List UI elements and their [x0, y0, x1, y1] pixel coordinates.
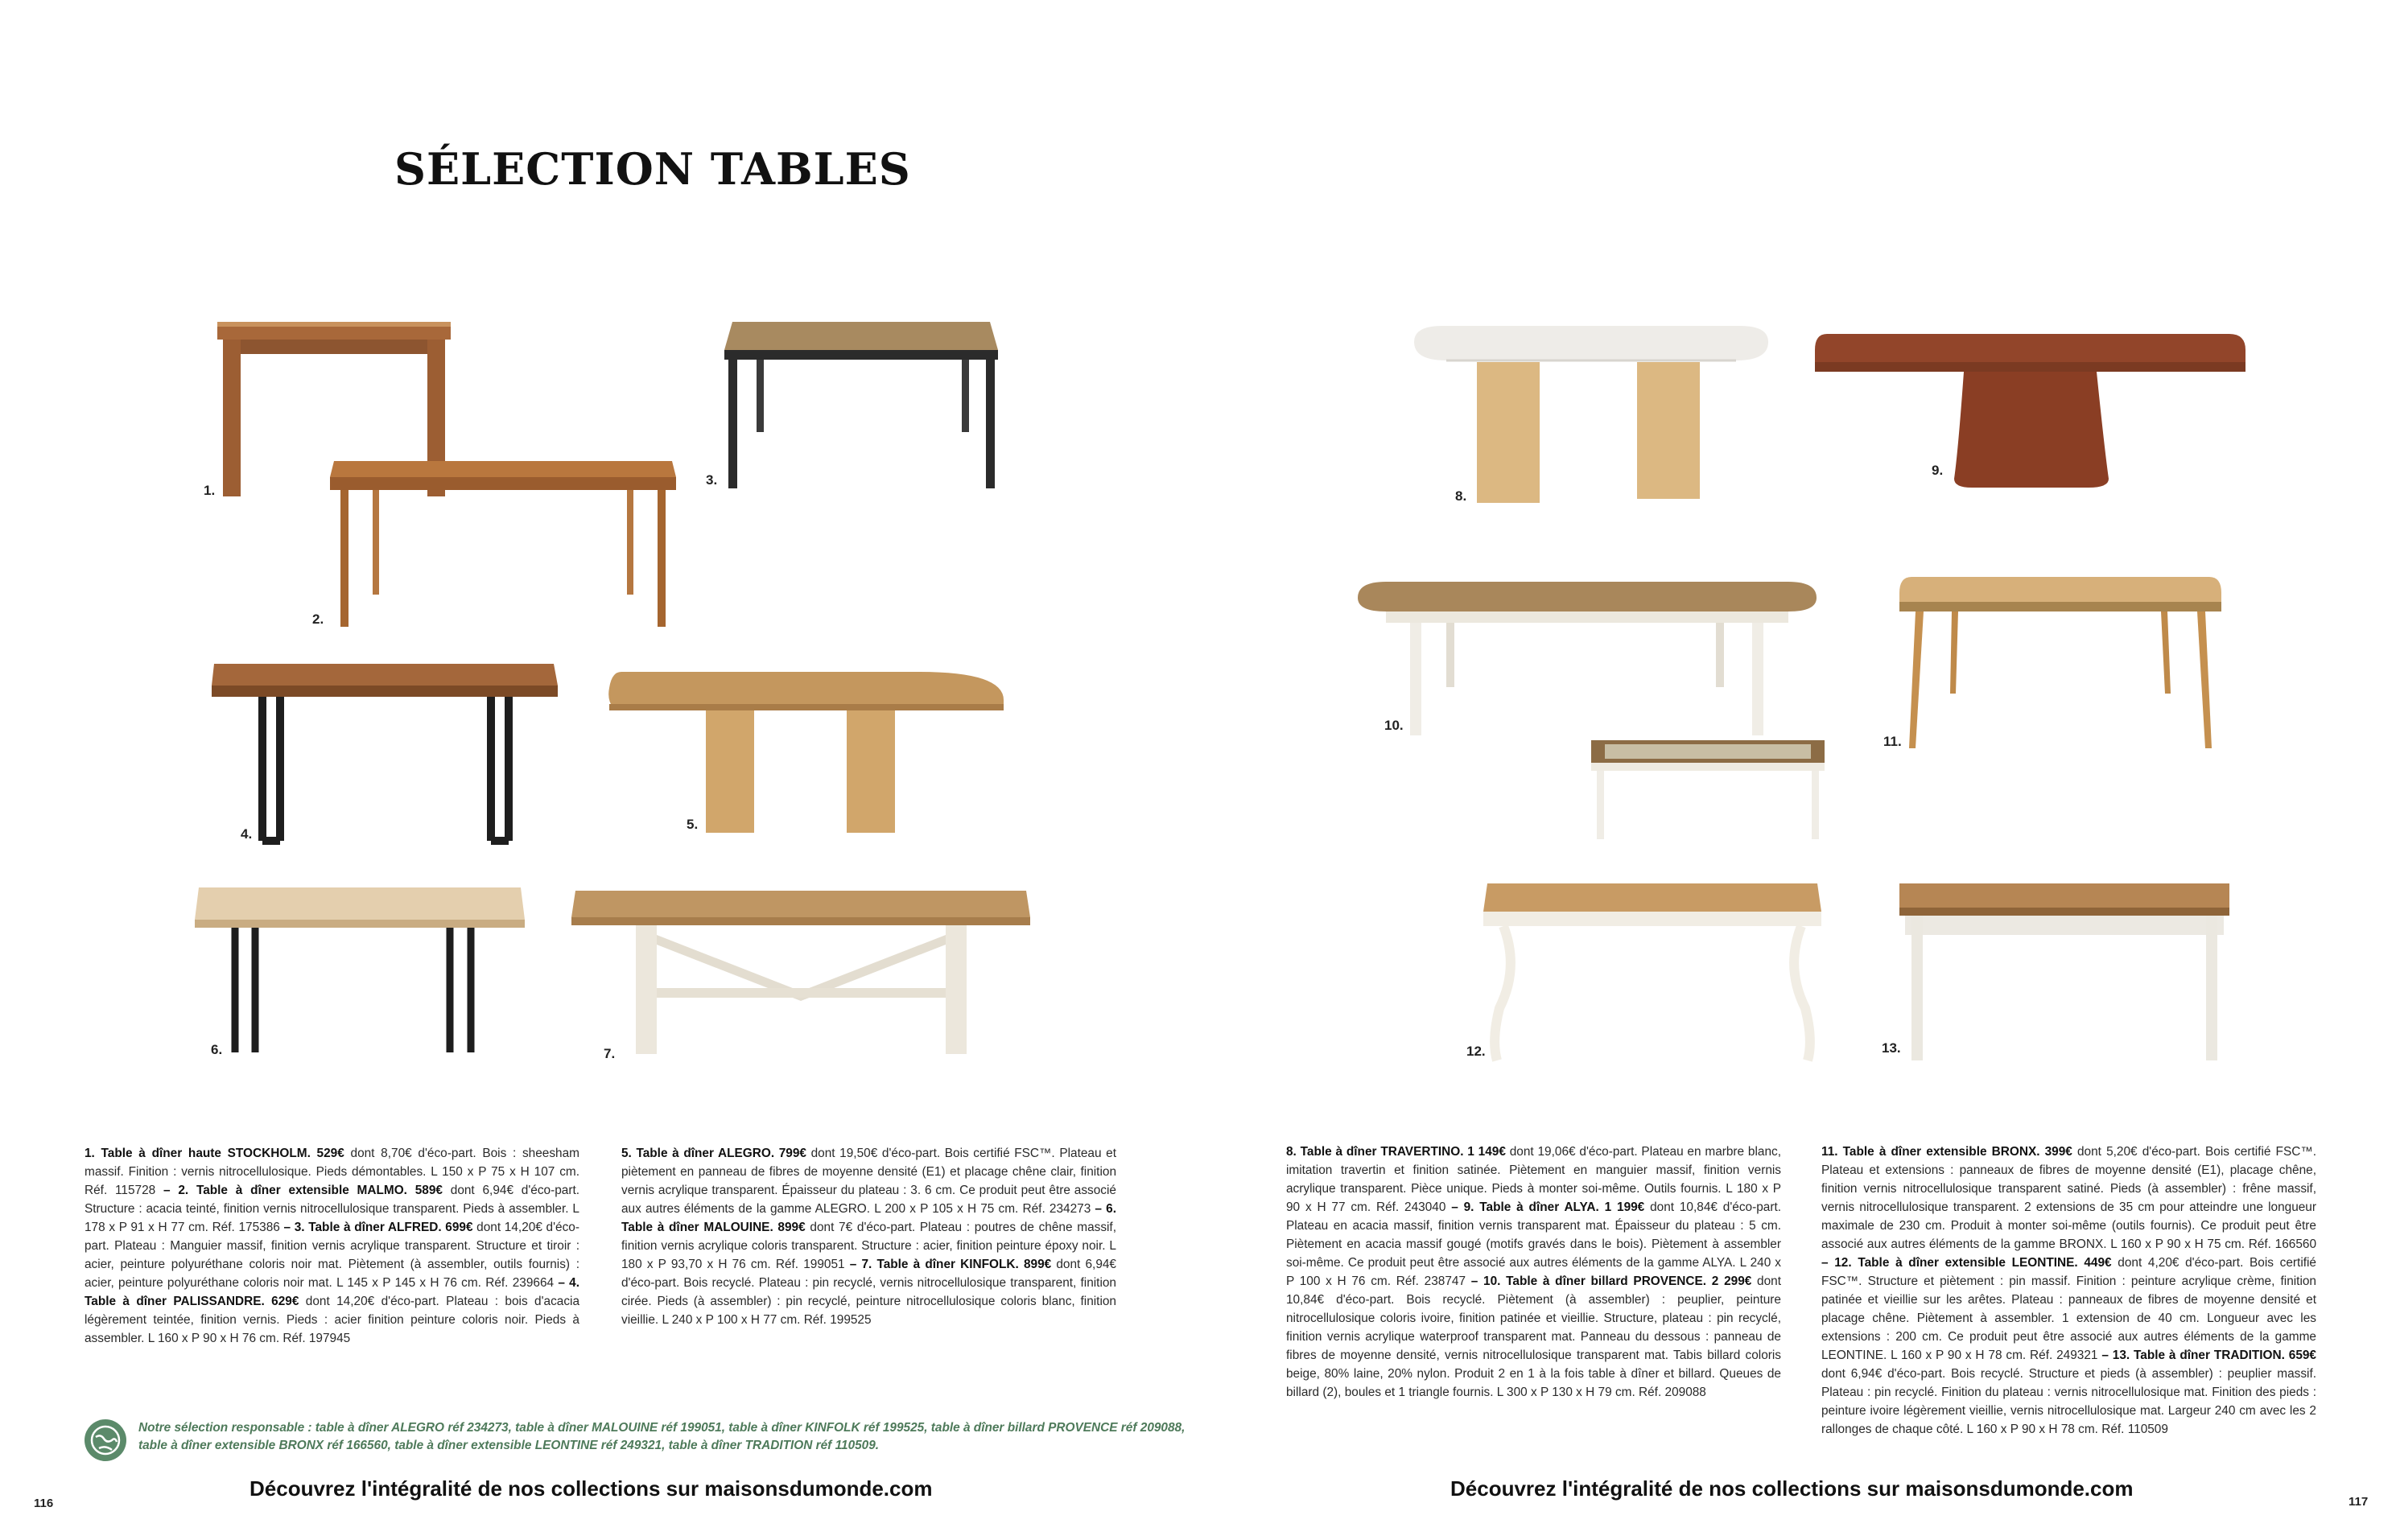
table-image-7 [567, 887, 1034, 1060]
footer-link-right[interactable]: Découvrez l'intégralité de nos collections sur maisonsdumonde.com [1450, 1476, 2134, 1501]
table-image-12 [1479, 879, 1825, 1064]
desc-4-head: – 4. Table à dîner PALISSANDRE. 629€ [85, 1276, 579, 1308]
table-image-10-billiard [1587, 736, 1829, 845]
desc-7-text: dont 6,94€ d'éco-part. Bois recyclé. Plateau : pin recyclé, vernis nitrocellulosique transparent, finition cirée. Pieds (à assembler) : pin recyclé, peinture nitrocellulosique coloris blanc, finition vieillie. L 240 x P 100 x H 77 cm. Réf. 199525 [621, 1258, 1116, 1327]
item-number: 8. [1455, 488, 1467, 504]
desc-9-head: – 9. Table à dîner ALYA. 1 199€ [1451, 1200, 1645, 1214]
page-number-left: 116 [34, 1497, 54, 1510]
desc-5-head: 5. Table à dîner ALEGRO. 799€ [621, 1147, 806, 1160]
desc-8-text: dont 19,06€ d'éco-part. Plateau en marbre blanc, imitation travertin et finition satinée. Piètement en manguier massif, finition vernis acrylique transparent. Pièce unique. Pieds à monter soi-même. Outils fournis. L 180 x P 90 x H 77 cm. Réf. 243040 [1286, 1145, 1781, 1214]
table-image-9 [1811, 330, 2250, 491]
description-column-4 [1821, 1143, 2316, 1439]
description-column-1 [85, 1144, 579, 1348]
desc-11-head: 11. Table à dîner extensible BRONX. 399€ [1821, 1145, 2072, 1159]
desc-13-text: dont 6,94€ d'éco-part. Bois recyclé. Structure et pieds (à assembler) : peuplier massif. Plateau : pin recyclé. Finition du plateau : vernis nitrocellulosique mat. Finition des pieds : peinture ivoire légèrement vieillie, vernis nitrocellulosique mat. Largeur 240 cm avec les 2 rallonges de chaque côté. L 160 x P 90 x H 78 cm. Réf. 110509 [1821, 1367, 2316, 1436]
item-number: 1. [204, 483, 216, 498]
desc-3-text: dont 14,20€ d'éco-part. Plateau : Manguier massif, finition vernis acrylique transparent. Structure et tiroir : acier, peinture polyuréthane coloris noir mat. Piètement (à assembler, outils fournis) : acier, peinture polyuréthane coloris noir mat. L 145 x P 145 x H 76 cm. Réf. 239664 [85, 1221, 579, 1290]
item-number: 2. [312, 611, 324, 627]
responsible-selection-text: Notre sélection responsable : table à dîner ALEGRO réf 234273, table à dîner MALOUINE réf 199051, table à dîner KINFOLK réf 199525, table à dîner billard PROVENCE réf 209088, table à dîner extensible BRONX réf 166560, table à dîner extensible LEONTINE réf 249321, table à dîner TRADITION réf 110509. [138, 1421, 1186, 1452]
desc-13-head: – 13. Table à dîner TRADITION. 659€ [2101, 1349, 2316, 1362]
table-image-4 [208, 660, 562, 845]
desc-3-head: – 3. Table à dîner ALFRED. 699€ [283, 1221, 473, 1234]
desc-1-text: dont 8,70€ d'éco-part. Bois : sheesham massif. Finition : vernis nitrocellulosique. Pieds démontables. L 150 x P 75 x H 107 cm. Réf. 115728 [85, 1147, 579, 1197]
desc-2-head: – 2. Table à dîner extensible MALMO. 589€ [163, 1184, 443, 1197]
table-image-10 [1354, 578, 1821, 739]
description-column-2 [621, 1144, 1116, 1329]
item-number: 9. [1932, 463, 1944, 478]
description-column-3 [1286, 1143, 1781, 1402]
item-number: 13. [1882, 1040, 1901, 1056]
page-title: SÉLECTION TABLES [394, 143, 911, 195]
table-image-6 [191, 883, 529, 1060]
table-image-2 [326, 457, 680, 634]
desc-2-text: dont 6,94€ d'éco-part. Structure : acacia teinté, finition vernis nitrocellulosique transparent. Pieds à assembler. L 178 x P 91 x H 77 cm. Réf. 175386 [85, 1184, 580, 1234]
footer-link-left[interactable]: Découvrez l'intégralité de nos collections sur maisonsdumonde.com [249, 1476, 933, 1501]
desc-6-head: – 6. Table à dîner MALOUINE. 899€ [621, 1202, 1116, 1234]
item-number: 12. [1466, 1044, 1486, 1059]
desc-7-head: – 7. Table à dîner KINFOLK. 899€ [849, 1258, 1052, 1271]
desc-12-text: dont 4,20€ d'éco-part. Bois certifié FSC™. Structure et piètement : pin massif. Finition : peinture acrylique crème, finition patinée et vieillie sur les arêtes. Plateau : panneaux de fibres de moyenne densité et placage chêne. Piètement à assembler. 1 extension de 40 cm. Longueur avec les extensions : 200 cm. Ce produit peut être associé aux autres éléments de la gamme LEONTINE. L 160 x P 90 x H 78 cm. Réf. 249321 [1821, 1256, 2316, 1362]
table-image-11 [1895, 573, 2225, 754]
desc-11-text: dont 5,20€ d'éco-part. Bois certifié FSC™. Plateau et extensions : panneaux de fibres de moyenne densité (E1), placage chêne, finition vernis nitrocellulosique transparent satiné. Pieds (à assembler) : frêne massif, vernis nitrocellulosique transparent. 2 extensions de 35 cm pour atteindre une longueur maximale de 230 cm. Produit à monter soi-même (outils fournis). Ce produit peut être associé aux autres éléments de la gamme BRONX. L 160 x P 90 x H 75 cm. Réf. 166560 [1821, 1145, 2316, 1251]
item-number: 6. [211, 1042, 223, 1057]
eco-globe-icon [85, 1419, 126, 1461]
item-number: 5. [687, 817, 699, 832]
desc-10-head: – 10. Table à dîner billard PROVENCE. 2 299€ [1470, 1274, 1752, 1288]
desc-12-head: – 12. Table à dîner extensible LEONTINE. 449€ [1821, 1256, 2112, 1270]
page-number-right: 117 [2349, 1495, 2369, 1509]
item-number: 4. [241, 826, 253, 842]
item-number: 11. [1883, 734, 1902, 749]
table-image-3 [720, 318, 1002, 495]
item-number: 3. [706, 472, 718, 488]
desc-8-head: 8. Table à dîner TRAVERTINO. 1 149€ [1286, 1145, 1506, 1159]
desc-10-text: dont 10,84€ d'éco-part. Bois recyclé. Piètement (à assembler) : peuplier, peinture nitrocellulosique coloris ivoire, finition patinée et vieillie. Structure, plateau : pin recyclé, finition vernis acrylique waterproof transparent mat. Panneau du dessous : panneau de fibres de moyenne densité, vernis nitrocellulosique transparent mat. Tabis billard coloris beige, 80% laine, 20% nylon. Produit 2 en 1 à la fois table à dîner et billard. Queues de billard (2), boules et 1 triangle fournis. L 300 x P 130 x H 79 cm. Réf. 209088 [1286, 1274, 1782, 1399]
table-image-13 [1895, 879, 2233, 1064]
desc-4-text: dont 14,20€ d'éco-part. Plateau : bois d'acacia légèrement teintée, finition vernis. Pieds : acier finition peinture coloris noir. Pieds à assembler. L 160 x P 90 x H 76 cm. Réf. 197945 [85, 1295, 579, 1345]
table-image-8 [1410, 322, 1772, 507]
table-image-5 [605, 668, 1008, 837]
item-number: 7. [604, 1046, 616, 1061]
desc-1-head: 1. Table à dîner haute STOCKHOLM. 529€ [85, 1147, 344, 1160]
desc-9-text: dont 10,84€ d'éco-part. Plateau en acacia massif, finition vernis transparent mat. Épaisseur du plateau : 5 cm. Piètement en acacia massif gougé (motifs gravés dans le bois). Piètement à assembler soi-même. Ce produit peut être associé aux autres éléments de la gamme ALYA. L 240 x P 100 x H 76 cm. Réf. 238747 [1286, 1200, 1782, 1288]
desc-5-text: dont 19,50€ d'éco-part. Bois certifié FSC™. Plateau et piètement en panneau de fibres de moyenne densité (E1) et placage chêne clair, finition vernis acrylique transparent. Épaisseur du plateau : 3. 6 cm. Ce produit peut être associé aux autres éléments de la gamme ALEGRO. L 200 x P 105 x H 75 cm. Réf. 234273 [621, 1147, 1116, 1216]
item-number: 10. [1384, 718, 1404, 733]
desc-6-text: dont 7€ d'éco-part. Plateau : poutres de chêne massif, finition vernis acrylique coloris transparent. Structure : acier, finition peinture époxy noir. L 180 x P 93,70 x H 76 cm. Réf. 199051 [621, 1221, 1116, 1271]
